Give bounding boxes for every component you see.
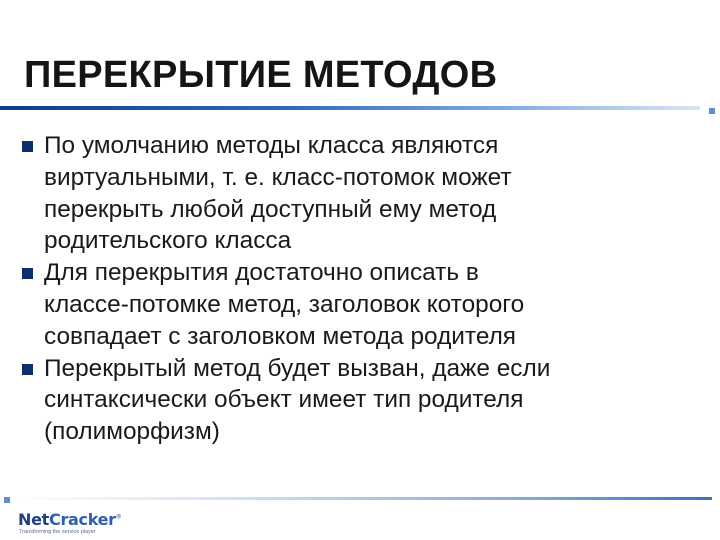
bullet-text: Перекрытый метод будет вызван, даже если синтаксически объект имеет тип родителя (полиморфизм)	[44, 354, 551, 446]
square-bullet-icon	[22, 268, 33, 279]
footer-rule	[12, 497, 712, 500]
logo-name-part2: Cracker	[49, 510, 116, 529]
logo-name-part1: Net	[18, 510, 49, 529]
logo-wordmark	[18, 510, 121, 529]
registered-mark: ®	[115, 513, 122, 521]
decorative-square-bottom	[4, 497, 10, 503]
decorative-square-top	[709, 108, 715, 114]
bullet-item	[20, 353, 710, 448]
logo-tagline: Transforming the service player	[19, 529, 96, 535]
bullet-item	[20, 130, 710, 257]
square-bullet-icon	[22, 364, 33, 375]
bullet-item	[20, 257, 710, 352]
title-underline	[0, 106, 700, 110]
bullet-text: Для перекрытия достаточно описать в классе-потомке метод, заголовок которого совпадает с заголовком метода родителя	[44, 259, 525, 350]
square-bullet-icon	[22, 141, 33, 152]
company-logo	[18, 510, 138, 536]
bullet-list	[20, 130, 710, 448]
bullet-text: По умолчанию методы класса являются виртуальными, т. е. класс-потомок может перекрыть любой доступный ему метод родительского класса	[44, 132, 512, 255]
slide-title: ПЕРЕКРЫТИЕ МЕТОДОВ	[24, 54, 498, 96]
